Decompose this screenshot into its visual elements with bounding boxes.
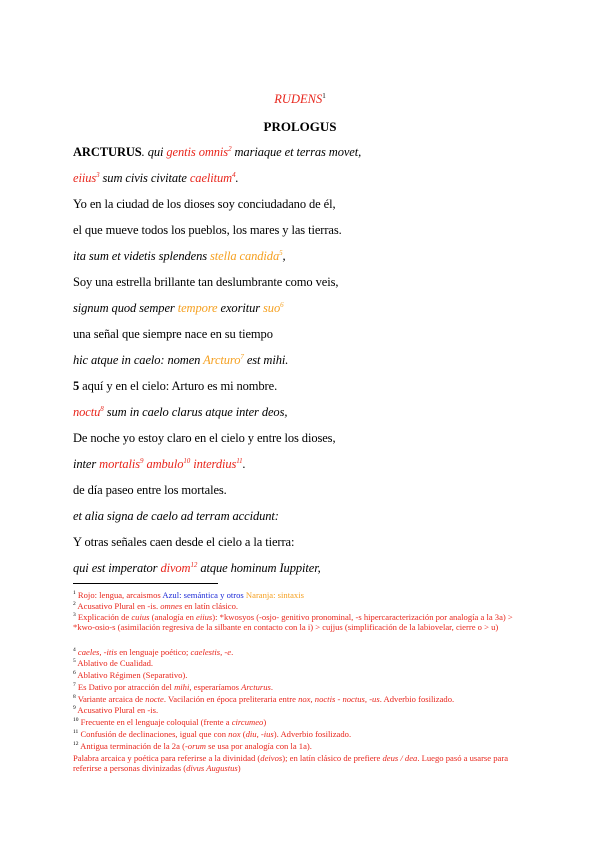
- footnote-3: $^3$ Explicación de cuius (analogía en eiius): *kwosyos (-osjo- genitivo pronominal, -s hipercaracterización por analogía a la 3a) > *kwo-osio-s (asimilación regresiva de la silbante en contacto con la i) > cujjus (simplificación de la labiovelar, cierre o > u): [73, 612, 513, 633]
- translation-line-3: Soy una estrella brillante tan deslumbrante como veis,: [73, 275, 339, 289]
- speaker-name: ARCTURUS: [73, 145, 142, 159]
- footnote-4: $^4$ caeles, -itis en lenguaje poético; caelestis, -e.: [73, 647, 234, 657]
- footnote-8: $^8$ Variante arcaica de nocte. Vacilación en época preliteraria entre nox, noctis - noctus, -us. Adverbio fosilizado.: [73, 694, 455, 704]
- footnote-2: $^2$ Acusativo Plural en -is. omnes en latín clásico.: [73, 601, 239, 611]
- footnote-6: $^6$ Ablativo Régimen (Separativo).: [73, 670, 188, 680]
- footnote-13: Palabra arcaica y poética para referirse a la divinidad (deivos); en latín clásico de prefiere deus / dea. Luego pasó a usarse para referirse a personas divinizadas (divus Augustus): [73, 753, 509, 774]
- translation-line-4: una señal que siempre nace en su tiempo: [73, 327, 273, 341]
- latin-verse-7: inter mortalis$^9$ ambulo$^{10}$ interdius$^{11}$.: [73, 456, 246, 471]
- section-heading: PROLOGUS: [263, 119, 337, 134]
- latin-verse-5: hic atque in caelo: nomen Arcturo$^7$ est mihi.: [73, 352, 289, 367]
- latin-verse-8: et alia signa de caelo ad terram accidunt:: [73, 509, 279, 523]
- translation-line-6: De noche yo estoy claro en el cielo y entre los dioses,: [73, 431, 336, 445]
- footnote-9: $^9$ Acusativo Plural en -is.: [73, 705, 159, 715]
- footnote-11: $^{11}$ Confusión de declinaciones, igual que con nox (diu, -ius). Adverbio fosilizado.: [73, 729, 352, 739]
- latin-verse-6: noctu$^8$ sum in caelo clarus atque inter deos,: [73, 404, 288, 419]
- footnote-separator: [73, 583, 218, 584]
- footnote-10: $^{10}$ Frecuente en el lenguaje coloquial (frente a circumeo): [73, 717, 267, 727]
- latin-verse-9: qui est imperator divom$^{12}$ atque hominum Iuppiter,: [73, 560, 321, 575]
- footnote-12: $^{12}$ Antigua terminación de la 2a (-orum se usa por analogía con la 1a).: [73, 741, 312, 751]
- translation-line-2: el que mueve todos los pueblos, los mares y las tierras.: [73, 223, 342, 237]
- footnote-marker: 1: [322, 91, 326, 100]
- latin-verse-1: ARCTURUS. qui gentis omnis$^2$ mariaque et terras movet,: [73, 144, 362, 159]
- footnote-1: $^1$ Rojo: lengua, arcaismos Azul: semántica y otros Naranja: sintaxis: [73, 590, 304, 600]
- translation-line-7: de día paseo entre los mortales.: [73, 483, 227, 497]
- translation-line-1: Yo en la ciudad de los dioses soy conciudadano de él,: [73, 197, 336, 211]
- translation-line-5: 5 aquí y en el cielo: Arturo es mi nombre.: [73, 379, 278, 393]
- latin-verse-3: ita sum et videtis splendens stella candida$^5$,: [73, 248, 286, 263]
- latin-verse-2: eiius$^3$ sum civis civitate caelitum$^4$.: [73, 170, 239, 185]
- footnote-5: $^5$ Ablativo de Cualidad.: [73, 658, 154, 668]
- latin-verse-4: signum quod semper tempore exoritur suo$^6$: [73, 300, 284, 315]
- play-title: RUDENS$^1$: [274, 91, 326, 106]
- footnote-7: $^7$ Es Dativo por atracción del mihi, esperaríamos Arcturus.: [73, 682, 274, 692]
- translation-line-8: Y otras señales caen desde el cielo a la tierra:: [73, 535, 295, 549]
- verse-number: 5: [73, 379, 80, 393]
